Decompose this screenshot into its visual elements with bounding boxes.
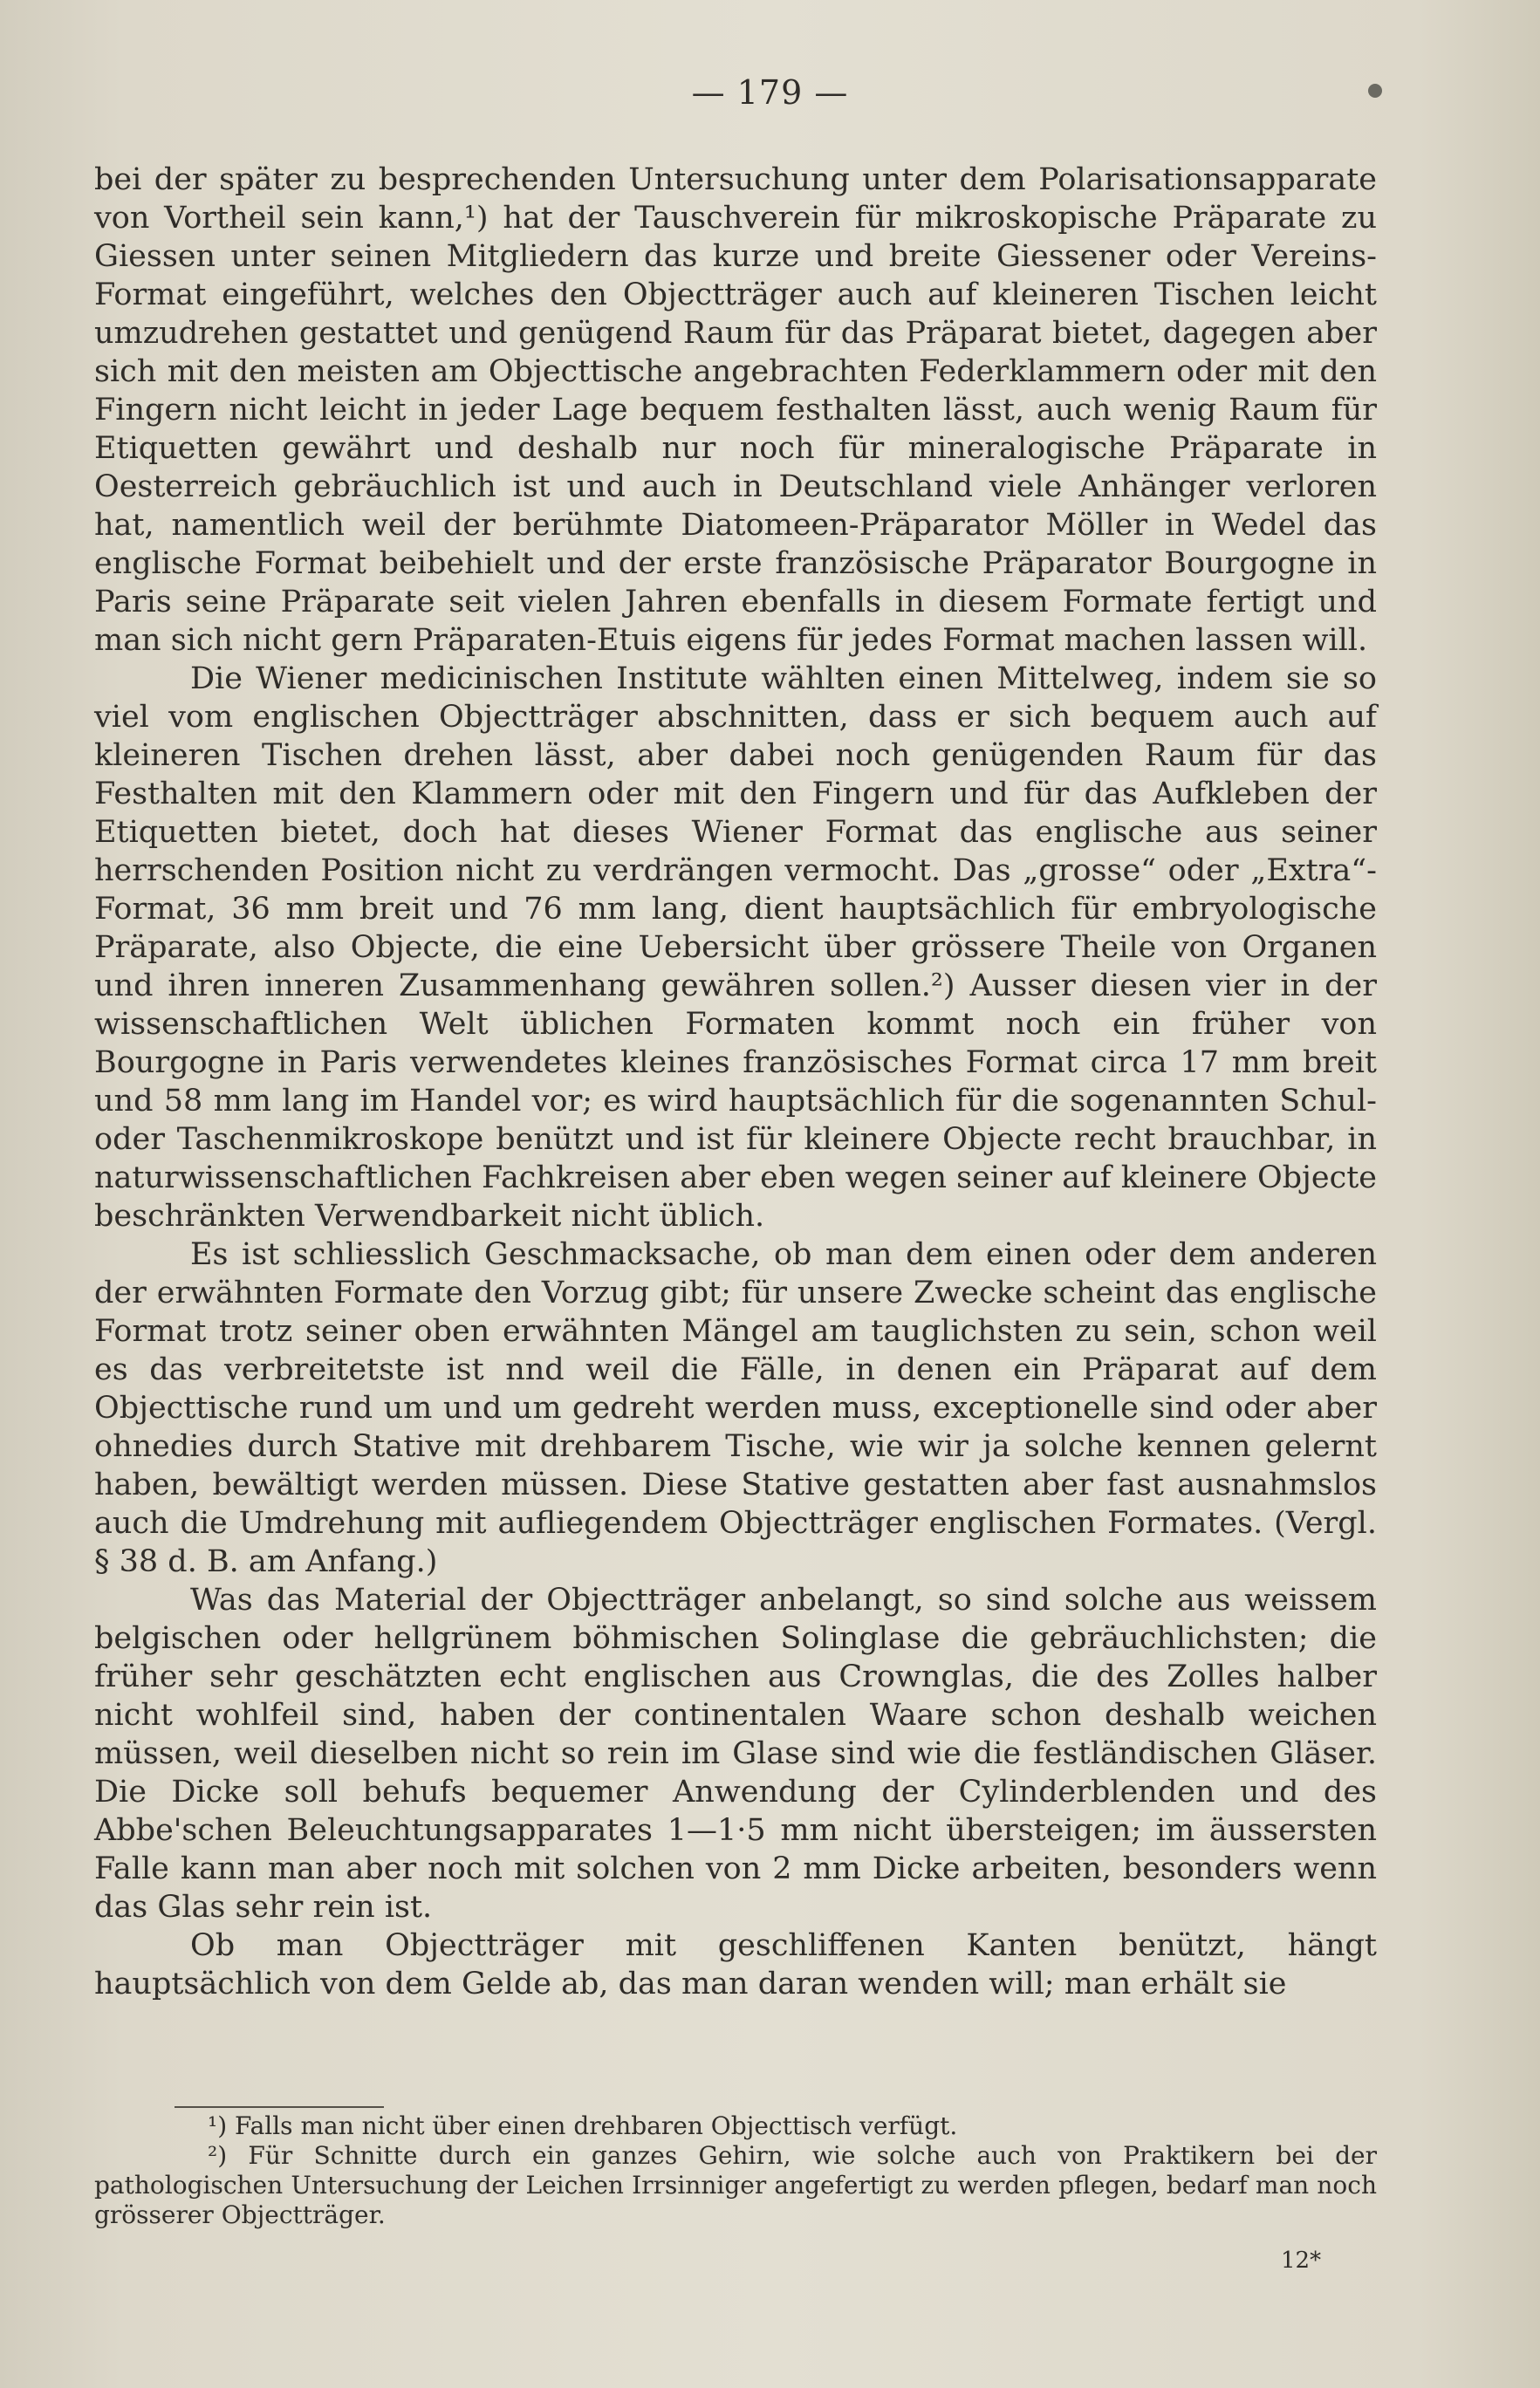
page-number-header: — 179 — bbox=[691, 73, 849, 112]
paragraph-geschmacksache: Es ist schliesslich Geschmacksache, ob man dem einen oder dem anderen der erwähnten Formate den Vorzug gibt; für unsere Zwecke scheint das englische Format trotz seiner oben erwähnten Mängel am tauglichsten zu sein, schon weil es das verbreitetste ist nnd weil die Fälle, in denen ein Präparat auf dem Objecttische rund um und um gedreht werden muss, exceptionelle sind oder aber ohnedies durch Stative mit drehbarem Tische, wie wir ja solche kennen gelernt haben, bewältigt werden müssen. Diese Stative gestatten aber fast ausnahmslos auch die Umdrehung mit aufliegendem Objectträger englischen Formates. (Vergl. § 38 d. B. am Anfang.) bbox=[94, 1237, 1377, 1579]
footnote-divider bbox=[175, 2106, 384, 2108]
paragraph-material: Was das Material der Objectträger anbelangt, so sind solche aus weissem belgischen oder hellgrünem böhmischen Solinglase die gebräuchlichsten; die früher sehr geschätzten echt englischen aus Crownglas, die des Zolles halber nicht wohlfeil sind, haben der continentalen Waare schon deshalb weichen müssen, weil dieselben nicht so rein im Glase sind wie die festländischen Gläser. Die Dicke soll behufs bequemer Anwendung der Cylinderblenden und des Abbe'schen Beleuchtungsapparates 1—1·5 mm nicht übersteigen; im äussersten Falle kann man aber noch mit solchen von 2 mm Dicke arbeiten, besonders wenn das Glas sehr rein ist. bbox=[94, 1583, 1377, 1925]
paragraph-kanten: Ob man Objectträger mit geschliffenen Kanten benützt, hängt hauptsächlich von dem Gelde ab, das man daran wenden will; man erhält sie bbox=[94, 1928, 1377, 2001]
paragraph-wiener-format: Die Wiener medicinischen Institute wählten einen Mittelweg, indem sie so viel vom englischen Objectträger abschnitten, dass er sich bequem auch auf kleineren Tischen drehen lässt, aber dabei noch genügenden Raum für das Festhalten mit den Klammern oder mit den Fingern und für das Aufkleben der Etiquetten bietet, doch hat dieses Wiener Format das englische aus seiner herrschenden Position nicht zu verdrängen vermocht. Das „grosse“ oder „Extra“-Format, 36 mm breit und 76 mm lang, dient hauptsächlich für embryologische Präparate, also Objecte, die eine Uebersicht über grössere Theile von Organen und ihren inneren Zusammenhang gewähren sollen.²) Ausser diesen vier in der wissenschaftlichen Welt üblichen Formaten kommt noch ein früher von Bourgogne in Paris verwendetes kleines französisches Format circa 17 mm breit und 58 mm lang im Handel vor; es wird hauptsächlich für die sogenannten Schul- oder Taschenmikroskope benützt und ist für kleinere Objecte recht brauchbar, in naturwissenschaftlichen Fachkreisen aber eben wegen seiner auf kleinere Objecte beschränkten Verwendbarkeit nicht üblich. bbox=[94, 661, 1377, 1234]
main-text bbox=[94, 161, 1377, 2003]
paragraph-continuation: bei der später zu besprechenden Untersuchung unter dem Polarisationsapparate von Vortheil sein kann,¹) hat der Tauschverein für mikroskopische Präparate zu Giessen unter seinen Mitgliedern das kurze und breite Giessener oder Vereins-Format eingeführt, welches den Objectträger auch auf kleineren Tischen leicht umzudrehen gestattet und genügend Raum für das Präparat bietet, dagegen aber sich mit den meisten am Objecttische angebrachten Federklammern oder mit den Fingern nicht leicht in jeder Lage bequem festhalten lässt, auch wenig Raum für Etiquetten gewährt und deshalb nur noch für mineralogische Präparate in Oesterreich gebräuchlich ist und auch in Deutschland viele Anhänger verloren hat, namentlich weil der berühmte Diatomeen-Präparator Möller in Wedel das englische Format beibehielt und der erste französische Präparator Bourgogne in Paris seine Präparate seit vielen Jahren ebenfalls in diesem Formate fertigt und man sich nicht gern Präparaten-Etuis eigens für jedes Format machen lassen will. bbox=[94, 162, 1377, 658]
printer-signature-mark: 12* bbox=[1281, 2248, 1322, 2274]
footnote-1: ¹) Falls man nicht über einen drehbaren Objecttisch verfügt. bbox=[208, 2111, 958, 2140]
footnotes bbox=[94, 2111, 1377, 2230]
footnote-2: ²) Für Schnitte durch ein ganzes Gehirn, wie solche auch von Praktikern bei der pathologischen Untersuchung der Leichen Irrsinniger angefertigt zu werden pflegen, bedarf man noch grösserer Objectträger. bbox=[94, 2141, 1377, 2229]
